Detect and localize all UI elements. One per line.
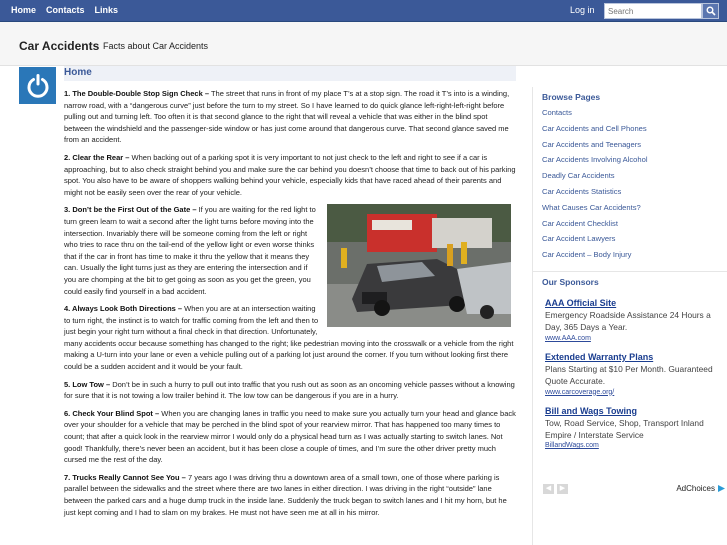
nav-links-link[interactable]: Links [94,5,119,15]
car-crash-illustration [327,204,511,327]
magnifier-icon [706,6,716,16]
site-title[interactable]: Car Accidents [19,39,100,53]
car-crash-photo [327,204,511,327]
sidebar-item-statistics[interactable]: Car Accidents Statistics [542,186,622,196]
sidebar-item-contacts[interactable]: Contacts [542,108,572,117]
main-content [64,66,516,524]
ad-item [545,297,725,344]
ad-url[interactable]: BillandWags.com [545,442,599,450]
tip-body: When you are at an intersection waiting to turn right, the instinct is to watch for traffic coming from the left and then to just begin your right turn without a final check in that direction. Unfortunately, many accidents occur because something has changed to the right; like pedestrian moving into the crosswalk or a vehicle from the right making a U-turn into your lane or even a vehicle pulling out of a parking lot just around the corner. If you turn without looking first there could be a sudden accident and it would be your fault. [64,304,514,372]
ad-footer [543,483,726,497]
ad-url[interactable]: www.carcoverage.org/ [545,388,615,396]
tip-title: 3. Don’t be the First Out of the Gate – [64,205,197,215]
tip-title: 5. Low Tow – [64,379,111,389]
top-nav [6,0,123,22]
post-paragraph [64,379,516,402]
sidebar [532,87,727,545]
nav-contacts-link[interactable]: Contacts [46,5,85,15]
ad-description: Plans Starting at $10 Per Month. Guaranteed Quote Accurate. [545,363,713,387]
search-button[interactable] [702,3,719,19]
search-input[interactable] [604,3,702,19]
sidebar-divider [533,271,727,272]
tip-body: The street that runs in front of my place T’s at a stop sign. The road it T’s into is a winding, narrow road, with a “dangerous curve” just before the turn to my street. So I have learned to do quick glance left-right-left-right before pulling out and turning left. Too often it is that second glance to the right that will reveal a vehicle that was either in the blind spot between the windshield and the passenger-side window or has just come around that dangerous curve. That second glance saved me from an accident. [64,89,510,145]
adchoices-triangle-icon [717,484,726,493]
top-bar [0,0,727,22]
tip-body: 7 years ago I was driving thru a downtown area of a small town, one of those where parking is parallel between the sidewalks and the street where there are two lanes in either direction. I was driving in the right “outside” lane between the parked cars and a huge dump truck in the inside lane. Suddenly the truck began to switch lanes and I hit my horn, but he just kept coming and I had to slam on my brakes. He must not have seen me at all in his mirror. [64,472,507,517]
chevron-right-icon[interactable]: ▶ [557,484,568,494]
ad-item [545,405,725,452]
page-heading[interactable]: Home [64,66,516,81]
sidebar-item-causes[interactable]: What Causes Car Accidents? [542,202,641,212]
power-icon [25,73,51,99]
post-body [64,88,516,518]
sponsors-heading: Our Sponsors [542,276,599,287]
sidebar-item-alcohol[interactable]: Car Accidents Involving Alcohol [542,155,648,165]
tip-body: When backing out of a parking spot it is very important to not just check to the left and right to see if a car is approaching, but to also check straight behind you and make sure the car behind you doesn’t choose that time to back out of his parking spot. You also have to be aware of shoppers walking behind your vehicle, especially kids that have raced ahead of their parents and might not be easily seen over the rear of your vehicle. [64,152,516,197]
sidebar-item-body-injury[interactable]: Car Accident – Body Injury [542,250,632,260]
tip-title: 6. Check Your Blind Spot – [64,408,160,418]
ad-item [545,351,725,398]
ad-description: Tow, Road Service, Shop, Transport Inland Empire / Interstate Service [545,417,704,440]
ad-title[interactable]: AAA Official Site [545,297,617,308]
sidebar-item-lawyers[interactable]: Car Accident Lawyers [542,234,616,244]
ad-url[interactable]: www.AAA.com [545,334,591,342]
tip-title: 4. Always Look Both Directions – [64,304,183,314]
adchoices-link[interactable] [676,484,726,493]
tip-title: 7. Trucks Really Cannot See You – [64,472,186,482]
tip-title: 2. Clear the Rear – [64,152,130,162]
sidebar-item-teenagers[interactable]: Car Accidents and Teenagers [542,139,642,149]
tip-title: 1. The Double-Double Stop Sign Check – [64,89,210,98]
adchoices-label: AdChoices [676,484,715,493]
sponsor-ads [545,297,725,451]
post-paragraph [64,152,516,198]
sidebar-item-cell-phones[interactable]: Car Accidents and Cell Phones [542,123,647,133]
ad-description: Emergency Roadside Assistance 24 Hours a Day, 365 Days a Year. [545,309,711,333]
browse-pages-heading: Browse Pages [542,92,601,102]
sidebar-item-checklist[interactable]: Car Accident Checklist [542,218,618,228]
tip-body: When you are changing lanes in traffic you need to make sure you actually turn your head and glance back over your shoulder for a vehicle that may be perched in the blind spot of your rearview mirror. That has happened too many times to count; that after a quick look in the rearview mirror I would only do a physical head turn as I was actually starting to switch lanes. Not good! Thankfully, there’s never been an accident, but it has been close a couple of times, and I’m sure the other driver pretty much cursed me the rest of the day. [64,408,516,465]
sidebar-item-deadly[interactable]: Deadly Car Accidents [542,171,615,181]
post-paragraph [64,408,516,466]
site-tagline: Facts about Car Accidents [103,41,209,51]
tip-body: If you are waiting for the red light to turn green learn to wait a second after the light turns before moving into the intersection. Invariably there will be someone coming from the left or right who tries to race thru on the tail-end of the yellow light or even worse thinks that if the car in front has time to make it thru the yellow that it means they can. Usually the light turns just as they are entering the intersection and if you are chomping at the bit to get going as soon as you get the green, you could easily find yourself in a bad accident. [64,205,316,296]
login-link[interactable]: Log in [570,5,595,15]
site-header [0,22,727,66]
ad-title[interactable]: Bill and Wags Towing [545,405,637,416]
ad-title[interactable]: Extended Warranty Plans [545,351,654,362]
post-paragraph [64,88,516,146]
chevron-left-icon[interactable]: ◀ [543,484,554,494]
tip-body: Don’t be in such a hurry to pull out into traffic that you rush out as soon as an oncoming vehicle passes without a knowing for sure that it is not towing a low trailer behind it. The low tow can be dangerous if you are in a hurry. [64,379,515,401]
post-paragraph [64,472,516,518]
browse-pages-list [542,106,727,264]
nav-home-link[interactable]: Home [11,5,37,15]
avatar [19,67,56,104]
